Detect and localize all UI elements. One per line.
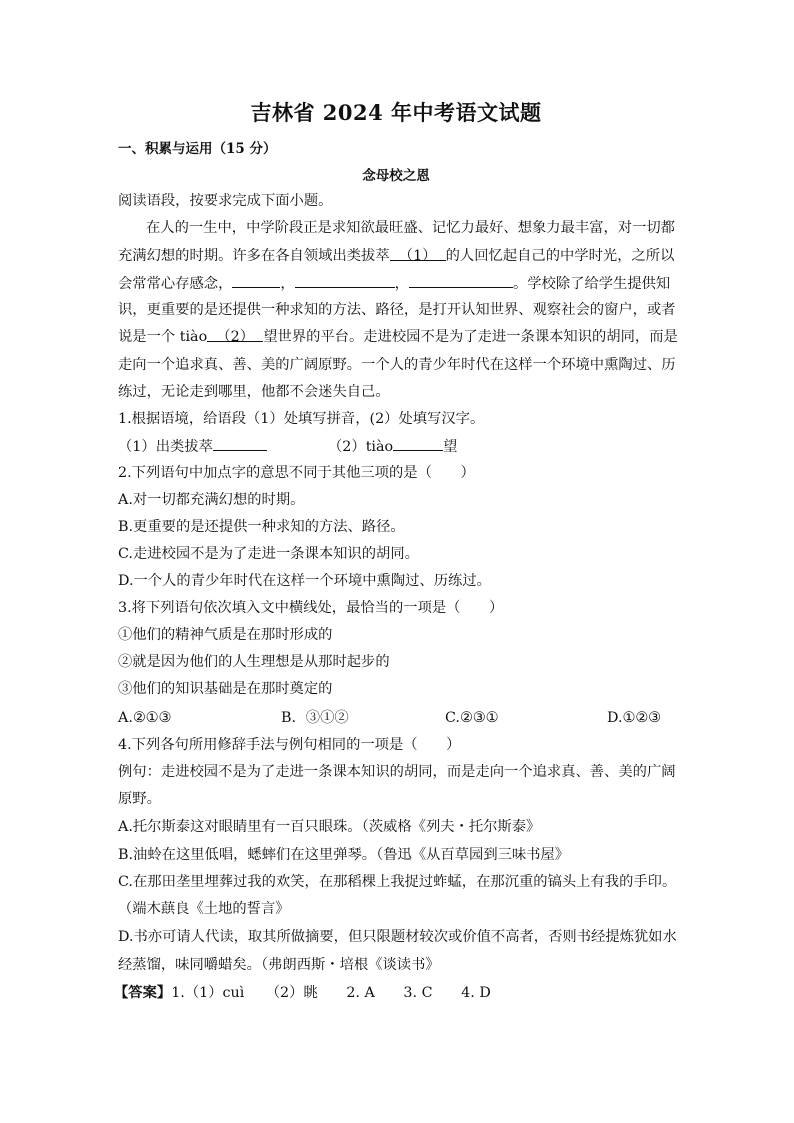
passage-line-5 (118, 327, 678, 347)
question-2-option-c[interactable]: C.走进校园不是为了走进一条课本知识的胡同。 (118, 546, 419, 562)
question-1-stem: 1.根据语境，给语段（1）处填写拼音，(2）处填写汉字。 (118, 411, 485, 427)
question-3-option-b[interactable]: B．③①② (281, 710, 349, 726)
question-1-part-b (328, 436, 457, 457)
question-3-option-a[interactable]: A.②①③ (118, 710, 172, 726)
question-text: （2）tiào (328, 439, 394, 455)
question-3-sentence-3: ③他们的知识基础是在那时奠定的 (118, 681, 333, 697)
passage-line-6: 走向一个追求真、善、美的广阔原野。一个人的青少年时代在这样一个环境中熏陶过、历 (118, 357, 676, 373)
passage-line-2 (118, 246, 674, 266)
section-heading: 一、积累与运用（15 分） (118, 141, 277, 157)
question-4-stem: 4.下列各句所用修辞手法与例句相同的一项是（ ） (118, 737, 461, 753)
question-2-stem: 2.下列语句中加点字的意思不同于其他三项的是（ ） (118, 465, 475, 481)
question-3-sentence-1: ①他们的精神气质是在那时形成的 (118, 627, 333, 643)
fill-blank-b[interactable] (295, 273, 395, 288)
question-2-option-b[interactable]: B.更重要的是还提供一种求知的方法、路径。 (118, 519, 405, 535)
question-3-option-c[interactable]: C.②③① (445, 710, 499, 726)
question-text: （1）出类拔萃 (118, 439, 213, 455)
question-2-option-d[interactable]: D.一个人的青少年时代在这样一个环境中熏陶过、历练过。 (118, 573, 491, 589)
question-text: 望 (443, 439, 458, 455)
fill-blank-2[interactable]: （2） (207, 327, 263, 342)
passage-text: 充满幻想的时期。许多在各自领域出类拔萃 (118, 248, 390, 264)
answer-blank-1[interactable] (213, 436, 267, 451)
question-3-option-d[interactable]: D.①②③ (607, 710, 661, 726)
question-2-option-a[interactable]: A.对一切都充满幻想的时期。 (118, 492, 305, 508)
question-4-example-line-2: 原野。 (118, 791, 161, 807)
passage-text: ， (280, 276, 295, 292)
passage-text: 望世界的平台。走进校园不是为了走进一条课本知识的胡同，而是 (263, 329, 678, 345)
answer-line (114, 983, 491, 1003)
question-4-option-c-line-1[interactable]: C.在那田垄里埋葬过我的欢笑，在那稻棵上我捉过蚱蜢，在那沉重的镐头上有我的手印。 (118, 874, 677, 890)
passage-title: 念母校之恩 (362, 168, 430, 184)
passage-line-7: 练过，无论走到哪里，他都不会迷失自己。 (118, 384, 390, 400)
passage-text: ， (394, 276, 409, 292)
answer-blank-2[interactable] (393, 436, 443, 451)
question-4-option-d-line-1[interactable]: D.书亦可请人代读，取其所做摘要，但只限题材较次或价值不高者，否则书经提炼犹如水 (118, 929, 677, 945)
fill-blank-a[interactable] (232, 273, 280, 288)
answer-text: 1.（1）cuì （2）眺 2. A 3. C 4. D (171, 985, 491, 1001)
passage-text: 说是一个 tiào (118, 329, 208, 345)
fill-blank-1[interactable]: （1） (390, 246, 446, 261)
question-4-option-b[interactable]: B.油蛉在这里低唱，蟋蟀们在这里弹琴。（鲁迅《从百草园到三味书屋》 (118, 847, 570, 863)
question-1-part-a (118, 436, 267, 457)
question-3-stem: 3.将下列语句依次填入文中横线处，最恰当的一项是（ ） (118, 600, 504, 616)
passage-text: 。学校除了给学生提供知 (512, 276, 671, 292)
fill-blank-c[interactable] (409, 273, 513, 288)
question-3-sentence-2: ②就是因为他们的人生理想是从那时起步的 (118, 654, 390, 670)
page-title: 吉林省 2024 年中考语文试题 (250, 100, 542, 125)
question-4-option-d-line-2: 经蒸馏，味同嚼蜡矣。（弗朗西斯・培根《谈读书》 (118, 957, 440, 973)
question-4-option-c-line-2: （端木蕻良《土地的誓言》 (118, 901, 290, 917)
question-4-option-a[interactable]: A.托尔斯泰这对眼睛里有一百只眼珠。（茨威格《列夫・托尔斯泰》 (118, 819, 541, 835)
passage-line-4: 识，更重要的是还提供一种求知的方法、路径，是打开认知世界、观察社会的窗户，或者 (118, 302, 676, 318)
passage-text: 的人回忆起自己的中学时光，之所以 (445, 248, 675, 264)
passage-text: 会常常心存感念， (118, 276, 233, 292)
instruction-text: 阅读语段，按要求完成下面小题。 (118, 193, 333, 209)
passage-line-3 (118, 273, 670, 294)
passage-line-1: 在人的一生中，中学阶段正是求知欲最旺盛、记忆力最好、想象力最丰富，对一切都 (146, 220, 675, 236)
question-4-example-line-1: 例句：走进校园不是为了走进一条课本知识的胡同，而是走向一个追求真、善、美的广阔 (118, 764, 676, 780)
answer-label: 【答案】 (114, 985, 172, 1001)
